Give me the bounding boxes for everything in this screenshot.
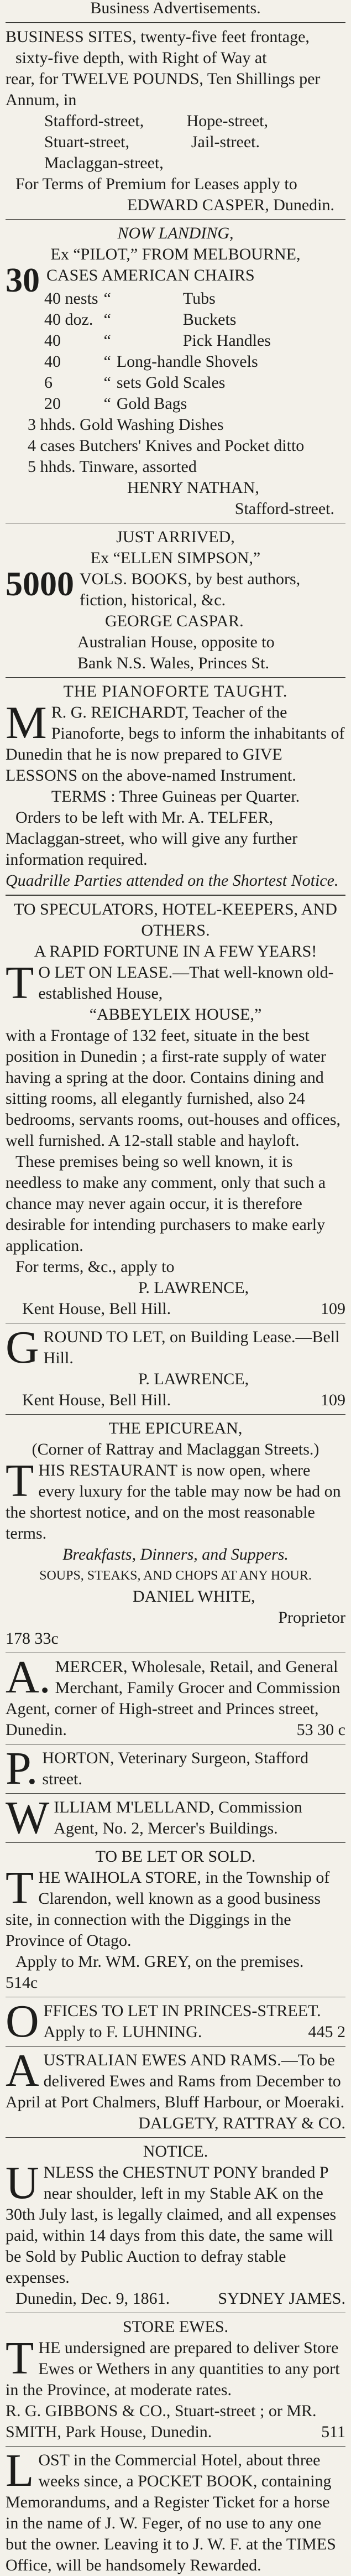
ad-body-text: HE WAIHOLA STORE, in the Township of Clarendon, well known as a good business site, in connection with the Diggings in the Province of Otago. [6, 1868, 330, 1950]
ad-waihola [6, 1846, 345, 1993]
ad-signature: P. LAWRENCE, [138, 1279, 249, 1297]
ad-body [6, 1322, 345, 1373]
landing-title: CASES AMERICAN CHAIRS [46, 266, 255, 284]
books-number: 5000 [6, 565, 74, 603]
ad-body-text: ROUND TO LET, on Building Lease.—Bell Hill. [43, 1328, 340, 1367]
ad-heading: JUST ARRIVED, [116, 528, 235, 546]
ad-role: Proprietor [278, 1608, 345, 1627]
ad-body-text: NLESS the CHESTNUT PONY branded P near shoulder, left in my Stable AK on the 30th July last, is legally claimed, and all expenses paid, within 14 days from this date, the same will be Sold by Public Auction to defray stable expenses. [6, 2163, 337, 2287]
ad-ewes [6, 2045, 345, 2134]
goods-extra: 5 hhds. Tinware, assorted [28, 458, 197, 476]
ad-signature: SYDNEY JAMES. [218, 2289, 345, 2308]
drop-cap: T [6, 1455, 34, 1507]
drop-cap: A [6, 2045, 39, 2096]
goods-ditto: “ [103, 373, 111, 392]
ad-heading: TO SPECULATORS, HOTEL-KEEPERS, AND OTHERS. [14, 900, 337, 939]
ad-apply: Apply to Mr. WM. GREY, on the premises. [15, 1952, 304, 1971]
goods-row [44, 393, 276, 414]
goods-item: Buckets [182, 310, 237, 329]
ad-footer [6, 1390, 345, 1411]
ad-body-text: USTRALIAN EWES AND RAMS.—To be delivered Ewes and Rams from December to April at Port Chalmers, Bluff Harbour, or Moeraki. [6, 2051, 345, 2111]
goods-ditto: “ [103, 394, 111, 413]
goods-qty: 40 [44, 331, 61, 350]
ad-code: 178 33c [6, 1629, 59, 1648]
ad-body: These premises being so well known, it is needless to make any comment, only that such a chance may never again occur, it is therefore desirable for intending purchasers to make early application. [6, 1152, 326, 1255]
divider [6, 895, 345, 896]
ad-body [6, 697, 345, 786]
ad-ex: Ex “PILOT,” FROM MELBOURNE, [50, 245, 301, 263]
ad-line: sixty-five depth, with Right of Way at [15, 49, 267, 67]
ad-mclelland [6, 1792, 345, 1843]
ad-address: Kent House, Bell Hill. [22, 1300, 171, 1318]
ad-heading: NOTICE. [143, 2142, 208, 2160]
ad-body [6, 2445, 345, 2576]
goods-ditto: “ [103, 289, 111, 308]
ad-signature: EDWARD CASPER, Dunedin. [127, 196, 335, 214]
ad-signature: HENRY NATHAN, [127, 479, 259, 497]
ad-heading: THE EPICUREAN, [108, 1419, 243, 1437]
street-name: Stafford-street, [44, 112, 144, 130]
goods-item: Pick Handles [182, 331, 271, 350]
ad-heading: TO BE LET OR SOLD. [95, 1847, 256, 1866]
drop-cap: G [6, 1322, 39, 1373]
ad-lost [6, 2445, 345, 2576]
ad-signature: DALGETY, RATTRAY & CO. [138, 2114, 345, 2132]
divider [6, 1414, 345, 1415]
drop-cap: T [6, 957, 34, 1009]
drop-cap: M [6, 697, 47, 749]
ad-horton [6, 1743, 345, 1794]
books-text [80, 569, 300, 611]
ad-footer [6, 1299, 345, 1320]
drop-cap: T [6, 1862, 34, 1914]
ad-body [6, 2157, 345, 2288]
divider [6, 219, 345, 220]
ad-body [6, 1862, 345, 1951]
goods-ditto: “ [103, 310, 111, 329]
drop-cap: T [6, 2333, 34, 2384]
goods-qty: 6 [44, 373, 53, 392]
drop-cap: O [6, 1996, 39, 2047]
goods-row [44, 372, 276, 393]
goods-qty: 20 [44, 394, 61, 413]
ad-code: 445 2 [308, 2023, 345, 2041]
ad-body [6, 2333, 345, 2401]
divider [6, 677, 345, 678]
ad-soups: SOUPS, STEAKS, AND CHOPS AT ANY HOUR. [39, 1569, 312, 1583]
street-row [6, 111, 345, 132]
ad-note: Quadrille Parties attended on the Shortest Notice. [6, 871, 339, 890]
ad-code: 514c [6, 1973, 38, 1992]
ad-address: Australian House, opposite to [77, 633, 275, 651]
ad-speculators [6, 899, 345, 1320]
goods-item: Tubs [182, 289, 216, 308]
ad-line: fiction, historical, &c. [80, 591, 226, 609]
ad-line: R. G. GIBBONS & CO., Stuart-street ; or MR. SMITH, Park House, Dunedin. [6, 2402, 317, 2441]
goods-row [44, 288, 276, 309]
goods-row [44, 351, 276, 372]
ad-heading: STORE EWES. [122, 2318, 229, 2336]
ad-pianoforte [6, 681, 345, 891]
ad-line: BUSINESS SITES, twenty-five feet frontage, [6, 28, 310, 46]
drop-cap: L [6, 2445, 34, 2496]
divider [6, 2046, 345, 2047]
ad-meals: Breakfasts, Dinners, and Suppers. [62, 1545, 289, 1564]
ad-apply: For terms, &c., apply to [15, 1258, 175, 1276]
ad-address: Bank N.S. Wales, Princes St. [77, 654, 270, 672]
ad-terms: For Terms of Premium for Leases apply to [15, 175, 297, 193]
ad-terms: TERMS : Three Guineas per Quarter. [51, 787, 300, 806]
ad-subheading: A RAPID FORTUNE IN A FEW YEARS! [34, 942, 317, 960]
ad-line: Annum, in [6, 91, 77, 109]
ad-business-sites [6, 27, 345, 216]
ad-address: Kent House, Bell Hill. [22, 1391, 171, 1409]
goods-extra: 4 cases Butchers' Knives and Pocket ditto [28, 437, 305, 455]
goods-extra: 3 hhds. Gold Washing Dishes [28, 416, 224, 434]
ad-date: Dunedin, Dec. 9, 1861. [15, 2289, 170, 2308]
goods-item: Gold Bags [116, 394, 187, 413]
street-row [6, 153, 345, 174]
house-name: “ABBEYLEIX HOUSE,” [89, 1005, 262, 1024]
divider [6, 2446, 345, 2447]
ad-line: VOLS. BOOKS, by best authors, [80, 570, 301, 588]
drop-cap: U [6, 2157, 39, 2209]
ad-body-text: MERCER, Wholesale, Retail, and General Merchant, Family Grocer and Commission Agent, corner of High-street and Princes street, Dunedin. [6, 1658, 340, 1739]
books-headline [6, 565, 345, 611]
divider [6, 2137, 345, 2138]
ad-signature: P. LAWRENCE, [138, 1370, 249, 1388]
ad-code: 53 30 c [296, 1721, 345, 1739]
ad-signature-address: Stafford-street. [234, 500, 334, 518]
ad-offices [6, 1996, 345, 2047]
landing-number: 30 [6, 262, 40, 299]
ad-body-text: HORTON, Veterinary Surgeon, Stafford street. [42, 1749, 309, 1788]
ad-code: 109 [321, 1391, 345, 1409]
divider [6, 1842, 345, 1843]
ad-ex: Ex “ELLEN SIMPSON,” [90, 549, 261, 567]
goods-row [44, 330, 276, 351]
goods-item: sets Gold Scales [116, 373, 226, 392]
drop-cap: P. [6, 1743, 38, 1794]
ad-body [6, 1792, 345, 1843]
ad-signature: GEORGE CASPAR. [105, 612, 244, 630]
ad-code: 511 [321, 2423, 345, 2441]
ad-epicurean [6, 1418, 345, 1649]
ad-body [6, 957, 345, 1009]
ad-body: with a Frontage of 132 feet, situate in the best position in Dunedin ; a first-rate supply of water having a spring at the door. Contains dining and sitting rooms, all elegantly furnished, also 24 bedrooms, servants rooms, out-houses and offices, well furnished. A 12-stall stable and hayloft. [6, 1026, 341, 1150]
ad-store-ewes [6, 2317, 345, 2443]
goods-ditto: “ [103, 352, 111, 371]
street-name: Jail-street. [191, 133, 260, 151]
ad-body [6, 2045, 345, 2113]
ad-body [6, 1743, 345, 1794]
drop-cap: W [6, 1792, 50, 1843]
ad-body-text: OST in the Commercial Hotel, about three weeks since, a POCKET BOOK, containing Memorandums, and a Register Ticket for a horse in the name of J. W. Feger, of no use to any one but the owner. Leaving it to J. W. F. at the TIMES Office, will be handsomely Rewarded. [6, 2451, 336, 2574]
divider [6, 1793, 345, 1794]
ad-body-text: O LET ON LEASE.—That well-known old-established House, [38, 963, 334, 1003]
ad-body-text: ILLIAM M'LELLAND, Commission Agent, No. 2, Mercer's Buildings. [54, 1798, 302, 1837]
ad-body-text: HE undersigned are prepared to deliver Store Ewes or Wethers in any quantities to any port in the Province, at moderate rates. [6, 2339, 340, 2399]
ad-body-text: FFICES TO LET IN PRINCES-STREET. Apply to F. LUHNING. [43, 2002, 321, 2041]
ad-signature: DANIEL WHITE, [133, 1587, 255, 1606]
ad-mercer [6, 1651, 345, 1741]
ad-body-text: R. G. REICHARDT, Teacher of the Pianoforte, begs to inform the inhabitants of Dunedin that he is now prepared to GIVE LESSONS on the above-named Instrument. [6, 703, 345, 785]
page-header: Business Advertisements. [90, 0, 261, 17]
drop-cap: A. [6, 1651, 51, 1703]
goods-ditto: “ [103, 331, 111, 350]
ad-heading: NOW LANDING, [117, 224, 234, 242]
ad-just-arrived [6, 527, 345, 674]
ad-line: rear, for TWELVE POUNDS, Ten Shillings per [6, 70, 321, 88]
goods-qty: 40 [44, 352, 61, 371]
ad-heading: THE PIANOFORTE TAUGHT. [63, 682, 288, 700]
divider [6, 22, 345, 23]
ad-now-landing [6, 223, 345, 520]
ad-subheading: (Corner of Rattray and Maclaggan Streets.) [32, 1440, 319, 1458]
goods-row [44, 309, 276, 330]
goods-qty: 40 nests [44, 289, 98, 308]
goods-item: Long-handle Shovels [116, 352, 258, 371]
ad-code: 109 [321, 1300, 345, 1318]
ad-body: Orders to be left with Mr. A. TELFER, Maclaggan-street, who will give any further information required. [6, 808, 298, 869]
street-name: Hope-street, [186, 112, 268, 130]
street-row [6, 132, 345, 153]
ad-ground [6, 1322, 345, 1411]
ad-body-text: HIS RESTAURANT is now open, where every luxury for the table may now be had on the shortest notice, and on the most reasonable terms. [6, 1461, 341, 1543]
ad-body [6, 1455, 345, 1544]
street-name: Stuart-street, [44, 133, 130, 151]
goods-table [44, 288, 276, 414]
goods-qty: 40 doz. [44, 310, 93, 329]
street-name: Maclaggan-street, [44, 154, 164, 172]
ad-notice [6, 2141, 345, 2309]
